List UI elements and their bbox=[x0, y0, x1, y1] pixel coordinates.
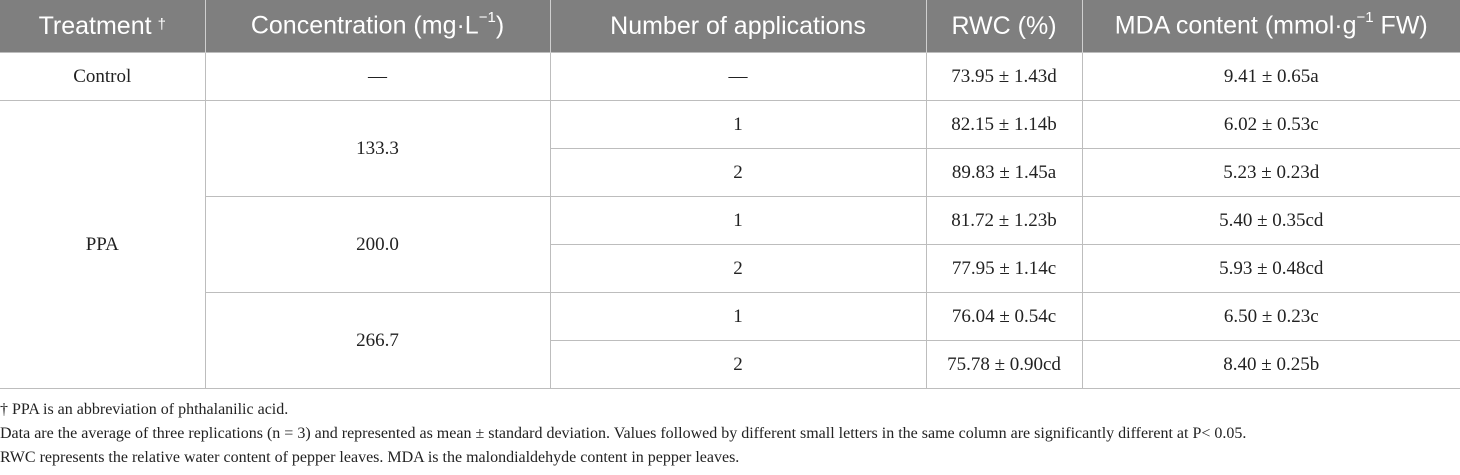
cell-rwc: 75.78 ± 0.90cd bbox=[926, 341, 1082, 389]
cell-mda: 6.02 ± 0.53c bbox=[1082, 101, 1460, 149]
cell-applications: 1 bbox=[550, 101, 926, 149]
cell-applications: 2 bbox=[550, 149, 926, 197]
table-footnotes bbox=[0, 398, 1460, 470]
treatment-footnote-mark: † bbox=[157, 15, 166, 33]
header-mda-exponent: −1 bbox=[1356, 9, 1374, 27]
table-row bbox=[0, 293, 1460, 341]
cell-concentration-control: — bbox=[205, 53, 550, 101]
table-body bbox=[0, 53, 1460, 389]
table-row-control bbox=[0, 53, 1460, 101]
header-concentration-close: ) bbox=[495, 11, 505, 40]
cell-rwc: 82.15 ± 1.14b bbox=[926, 101, 1082, 149]
header-mda-label: MDA content (mmol·g bbox=[1114, 11, 1357, 40]
cell-rwc: 81.72 ± 1.23b bbox=[926, 197, 1082, 245]
header-concentration-label: Concentration (mg·L bbox=[250, 11, 479, 40]
cell-concentration: 266.7 bbox=[205, 293, 550, 389]
cell-applications: 2 bbox=[550, 341, 926, 389]
cell-applications-control: — bbox=[550, 53, 926, 101]
cell-treatment-ppa: PPA bbox=[0, 101, 205, 389]
cell-mda: 5.93 ± 0.48cd bbox=[1082, 245, 1460, 293]
header-rwc: RWC (%) bbox=[926, 0, 1082, 53]
cell-mda: 5.23 ± 0.23d bbox=[1082, 149, 1460, 197]
cell-mda: 5.40 ± 0.35cd bbox=[1082, 197, 1460, 245]
cell-rwc-control: 73.95 ± 1.43d bbox=[926, 53, 1082, 101]
footnote-abbreviation: † PPA is an abbreviation of phthalanilic acid. bbox=[0, 401, 289, 418]
table-header bbox=[0, 0, 1460, 53]
header-concentration bbox=[205, 0, 550, 53]
cell-rwc: 77.95 ± 1.14c bbox=[926, 245, 1082, 293]
header-mda bbox=[1082, 0, 1460, 53]
header-applications: Number of applications bbox=[550, 0, 926, 53]
cell-rwc: 89.83 ± 1.45a bbox=[926, 149, 1082, 197]
cell-concentration: 133.3 bbox=[205, 101, 550, 197]
cell-rwc: 76.04 ± 0.54c bbox=[926, 293, 1082, 341]
cell-mda: 6.50 ± 0.23c bbox=[1082, 293, 1460, 341]
header-treatment-label: Treatment bbox=[38, 11, 152, 40]
cell-mda: 8.40 ± 0.25b bbox=[1082, 341, 1460, 389]
cell-mda-control: 9.41 ± 0.65a bbox=[1082, 53, 1460, 101]
footnote-definitions: RWC represents the relative water content of pepper leaves. MDA is the malondialdehyde content in pepper leaves. bbox=[0, 449, 740, 466]
table-row bbox=[0, 101, 1460, 149]
cell-applications: 2 bbox=[550, 245, 926, 293]
header-treatment bbox=[0, 0, 205, 53]
table-row bbox=[0, 197, 1460, 245]
header-concentration-exponent: −1 bbox=[478, 9, 496, 27]
cell-treatment-control: Control bbox=[0, 53, 205, 101]
header-row bbox=[0, 0, 1460, 53]
cell-applications: 1 bbox=[550, 293, 926, 341]
cell-concentration: 200.0 bbox=[205, 197, 550, 293]
cell-applications: 1 bbox=[550, 197, 926, 245]
header-mda-unit: FW) bbox=[1373, 11, 1428, 40]
footnote-statistics: Data are the average of three replications (n = 3) and represented as mean ± standard deviation. Values followed by different small letters in the same column are significantly different at P< 0.05. bbox=[0, 425, 1247, 442]
